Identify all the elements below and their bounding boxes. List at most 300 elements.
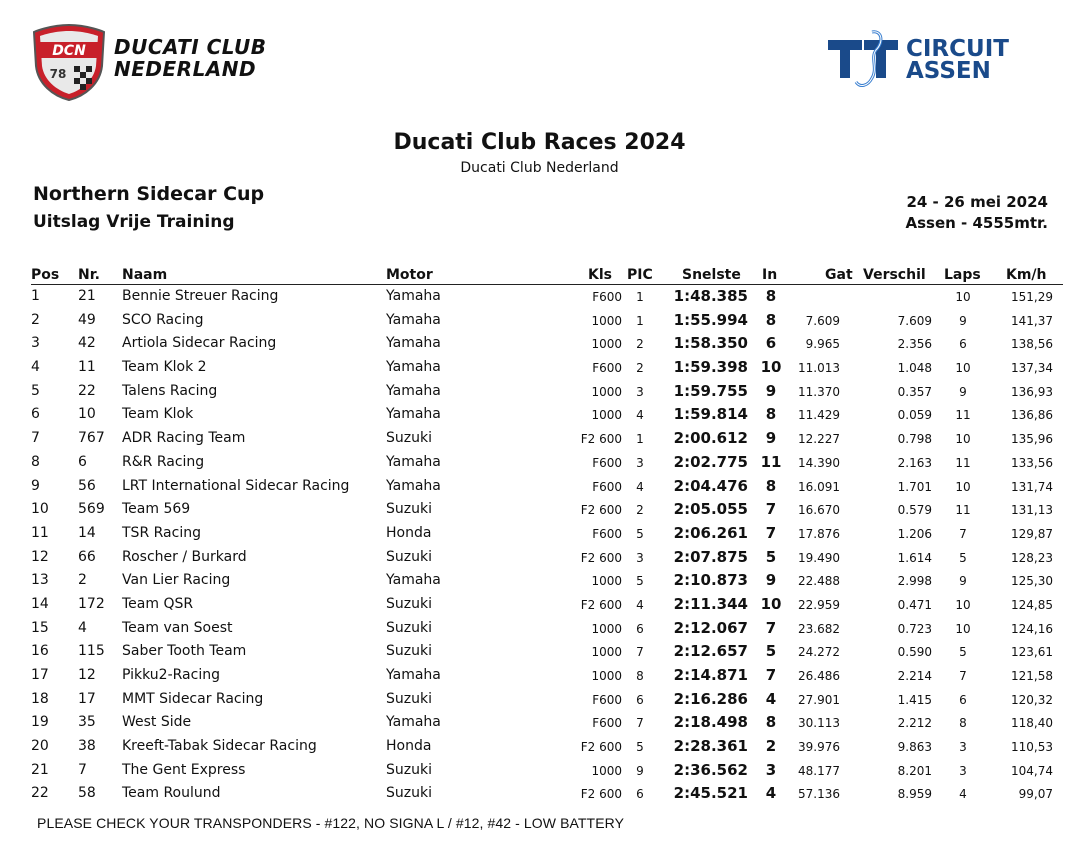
cell-gat: 27.901 — [798, 692, 840, 707]
table-row — [0, 522, 1079, 546]
cell-kls: 1000 — [591, 574, 622, 589]
cell-snelste: 1:55.994 — [673, 310, 748, 329]
cell-naam: Van Lier Racing — [122, 572, 231, 589]
cell-naam: SCO Racing — [122, 311, 204, 328]
cell-nr: 66 — [78, 548, 96, 565]
cell-snelste: 1:59.814 — [673, 405, 748, 424]
cell-pic: 2 — [636, 361, 644, 376]
page-title: Ducati Club Races 2024 — [393, 130, 686, 155]
page-subtitle: Ducati Club Nederland — [460, 160, 619, 176]
cell-pos: 6 — [31, 406, 40, 423]
table-row — [0, 664, 1079, 688]
cell-laps: 3 — [959, 740, 967, 755]
cell-kmh: 123,61 — [1011, 645, 1053, 660]
cell-kmh: 151,29 — [1011, 290, 1053, 304]
table-row — [0, 569, 1079, 593]
cell-motor: Suzuki — [386, 785, 432, 802]
cell-gat: 16.091 — [798, 479, 840, 494]
cell-pic: 7 — [636, 645, 644, 660]
cell-kls: 1000 — [591, 313, 622, 328]
cell-nr: 35 — [78, 714, 96, 731]
cell-verschil: 0.723 — [897, 621, 932, 636]
cell-gat: 19.490 — [798, 550, 840, 565]
cell-kls: 1000 — [591, 621, 622, 636]
cell-in: 8 — [765, 405, 777, 424]
cell-pos: 16 — [31, 643, 49, 660]
cell-nr: 17 — [78, 690, 96, 707]
cell-verschil: 0.590 — [897, 645, 932, 660]
cell-nr: 56 — [78, 477, 96, 494]
cell-naam: TSR Racing — [122, 524, 201, 541]
cell-nr: 11 — [78, 359, 96, 376]
cell-motor: Honda — [386, 738, 432, 755]
cell-in: 7 — [765, 618, 777, 637]
cell-motor: Yamaha — [386, 572, 441, 589]
dcn-badge-number: 78 — [49, 67, 67, 81]
cell-naam: Team 569 — [122, 501, 191, 518]
cell-in: 8 — [765, 287, 777, 305]
cell-pos: 13 — [31, 572, 49, 589]
dcn-badge-text: DCN — [52, 43, 86, 59]
cell-naam: LRT International Sidecar Racing — [122, 477, 350, 494]
dcn-logo-text — [114, 36, 266, 80]
cell-kmh: 138,56 — [1011, 337, 1053, 352]
table-row — [0, 640, 1079, 664]
cell-kls: 1000 — [591, 763, 622, 778]
cell-kmh: 135,96 — [1011, 432, 1053, 447]
cell-pic: 3 — [636, 455, 644, 470]
cell-verschil: 2.212 — [897, 716, 932, 731]
cell-gat: 22.488 — [798, 574, 840, 589]
cell-kls: F600 — [592, 361, 622, 376]
cell-motor: Yamaha — [386, 477, 441, 494]
cell-in: 7 — [765, 666, 777, 684]
table-row — [0, 735, 1079, 759]
cell-pos: 11 — [31, 524, 49, 541]
cell-naam: Team van Soest — [122, 619, 233, 636]
col-header-verschil: Verschil — [863, 267, 926, 283]
cell-in: 9 — [765, 381, 777, 400]
cell-pic: 4 — [636, 597, 644, 612]
cell-nr: 49 — [78, 311, 96, 328]
cell-gat: 39.976 — [798, 740, 840, 755]
cell-verschil: 1.206 — [897, 526, 932, 541]
cell-in: 5 — [765, 642, 777, 661]
cell-kmh: 136,93 — [1011, 384, 1053, 399]
cell-snelste: 2:06.261 — [673, 523, 748, 542]
cell-snelste: 2:14.871 — [673, 666, 748, 684]
cell-kls: F600 — [592, 692, 622, 707]
cell-pos: 12 — [31, 548, 49, 565]
event-venue: Assen - 4555mtr. — [905, 214, 1048, 232]
cell-nr: 767 — [78, 430, 105, 447]
cell-pos: 3 — [31, 335, 40, 352]
cell-kmh: 121,58 — [1011, 669, 1053, 683]
cell-gat: 14.390 — [798, 455, 840, 470]
cell-kls: F2 600 — [580, 787, 622, 802]
cell-motor: Honda — [386, 524, 432, 541]
cell-kls: F600 — [592, 526, 622, 541]
cell-motor: Suzuki — [386, 595, 432, 612]
cell-pos: 17 — [31, 667, 49, 683]
cell-snelste: 2:10.873 — [673, 571, 748, 590]
cell-pos: 10 — [31, 501, 49, 518]
cell-kmh: 99,07 — [1018, 787, 1053, 802]
col-header-kmh: Km/h — [1006, 267, 1047, 283]
cell-naam: ADR Racing Team — [122, 430, 246, 447]
col-header-in: In — [762, 267, 778, 283]
cell-nr: 2 — [78, 572, 87, 589]
cell-kls: F2 600 — [580, 740, 622, 755]
cell-snelste: 1:59.398 — [673, 358, 748, 377]
cell-pic: 3 — [636, 384, 644, 399]
cell-gat: 30.113 — [798, 716, 840, 731]
cell-naam: Team QSR — [122, 595, 194, 612]
cell-pos: 2 — [31, 311, 40, 328]
table-row — [0, 546, 1079, 570]
cell-kmh: 110,53 — [1011, 740, 1053, 755]
cell-in: 10 — [760, 594, 782, 613]
cell-motor: Suzuki — [386, 619, 432, 636]
cell-gat: 11.370 — [798, 384, 840, 399]
cell-nr: 10 — [78, 406, 96, 423]
cell-snelste: 2:45.521 — [673, 784, 748, 803]
cell-pos: 14 — [31, 595, 49, 612]
cell-laps: 10 — [955, 432, 971, 447]
cell-laps: 10 — [955, 290, 971, 304]
tt-circuit-assen-logo — [826, 28, 1036, 94]
cell-gat: 9.965 — [805, 337, 840, 352]
cup-name: Northern Sidecar Cup — [33, 183, 265, 205]
cell-verschil: 0.059 — [897, 408, 932, 423]
table-row — [0, 688, 1079, 712]
cell-nr: 58 — [78, 785, 96, 802]
cell-kmh: 128,23 — [1011, 550, 1053, 565]
cell-in: 7 — [765, 500, 777, 519]
cell-laps: 7 — [959, 669, 967, 683]
cell-pic: 7 — [636, 716, 644, 731]
cell-in: 6 — [765, 334, 777, 353]
cell-laps: 10 — [955, 621, 971, 636]
cell-nr: 4 — [78, 619, 87, 636]
cell-naam: Bennie Streuer Racing — [122, 288, 279, 304]
cell-kls: 1000 — [591, 384, 622, 399]
cell-verschil: 1.415 — [897, 692, 932, 707]
cell-motor: Suzuki — [386, 501, 432, 518]
cell-pic: 4 — [636, 408, 644, 423]
cell-snelste: 1:48.385 — [673, 287, 748, 305]
table-row — [0, 782, 1079, 806]
cell-snelste: 1:59.755 — [673, 381, 748, 400]
cell-laps: 5 — [959, 645, 967, 660]
cell-kmh: 129,87 — [1011, 526, 1053, 541]
cell-pic: 5 — [636, 574, 644, 589]
cell-nr: 12 — [78, 667, 96, 683]
cell-verschil: 2.356 — [897, 337, 932, 352]
cell-kmh: 118,40 — [1011, 716, 1053, 731]
cell-naam: Pikku2-Racing — [122, 667, 220, 683]
cell-in: 3 — [765, 760, 777, 779]
cell-motor: Yamaha — [386, 667, 441, 683]
cell-naam: Artiola Sidecar Racing — [122, 335, 277, 352]
cell-verschil: 0.579 — [897, 503, 932, 518]
cell-laps: 6 — [959, 337, 967, 352]
tt-logo-line1: CIRCUIT — [906, 36, 1009, 62]
cell-motor: Suzuki — [386, 643, 432, 660]
session-name: Uitslag Vrije Training — [33, 212, 235, 232]
cell-laps: 4 — [959, 787, 967, 802]
cell-pic: 5 — [636, 526, 644, 541]
cell-nr: 14 — [78, 524, 96, 541]
table-row — [0, 380, 1079, 404]
col-header-kls: Kls — [588, 267, 612, 283]
cell-gat: 16.670 — [798, 503, 840, 518]
cell-in: 7 — [765, 523, 777, 542]
cell-pos: 7 — [31, 430, 40, 447]
cell-in: 5 — [765, 547, 777, 566]
cell-naam: Team Roulund — [122, 785, 221, 802]
cell-kls: F600 — [592, 290, 622, 304]
cell-laps: 11 — [955, 408, 971, 423]
cell-laps: 5 — [959, 550, 967, 565]
cell-laps: 9 — [959, 574, 967, 589]
table-row — [0, 617, 1079, 641]
cell-kls: F600 — [592, 716, 622, 731]
cell-in: 11 — [760, 452, 782, 471]
cell-laps: 11 — [955, 503, 971, 518]
cell-pic: 6 — [636, 692, 644, 707]
table-row — [0, 475, 1079, 499]
cell-laps: 3 — [959, 763, 967, 778]
col-header-motor: Motor — [386, 267, 433, 283]
cell-pos: 1 — [31, 288, 40, 304]
cell-motor: Yamaha — [386, 288, 441, 304]
cell-kmh: 133,56 — [1011, 455, 1053, 470]
cell-kls: 1000 — [591, 408, 622, 423]
cell-in: 9 — [765, 571, 777, 590]
cell-pos: 4 — [31, 359, 40, 376]
cell-kmh: 104,74 — [1011, 763, 1053, 778]
cell-laps: 10 — [955, 361, 971, 376]
cell-motor: Yamaha — [386, 311, 441, 328]
table-row — [0, 332, 1079, 356]
cell-pic: 3 — [636, 550, 644, 565]
cell-snelste: 1:58.350 — [673, 334, 748, 353]
cell-pic: 1 — [636, 432, 644, 447]
cell-verschil: 0.471 — [897, 597, 932, 612]
cell-in: 8 — [765, 713, 777, 732]
cell-naam: The Gent Express — [122, 761, 246, 778]
table-row — [0, 285, 1079, 309]
cell-verschil: 9.863 — [897, 740, 932, 755]
cell-verschil: 2.214 — [897, 669, 932, 683]
cell-kmh: 125,30 — [1011, 574, 1053, 589]
cell-verschil: 1.701 — [897, 479, 932, 494]
cell-motor: Suzuki — [386, 548, 432, 565]
cell-snelste: 2:28.361 — [673, 737, 748, 756]
table-row — [0, 427, 1079, 451]
cell-laps: 6 — [959, 692, 967, 707]
cell-nr: 6 — [78, 453, 87, 470]
table-row — [0, 711, 1079, 735]
cell-snelste: 2:04.476 — [673, 476, 748, 495]
cell-snelste: 2:36.562 — [673, 760, 748, 779]
dcn-logo-line2: NEDERLAND — [114, 57, 257, 81]
cell-pic: 1 — [636, 290, 644, 304]
cell-snelste: 2:16.286 — [673, 689, 748, 708]
cell-motor: Suzuki — [386, 430, 432, 447]
cell-naam: MMT Sidecar Racing — [122, 690, 264, 707]
cell-gat: 26.486 — [798, 669, 840, 683]
cell-in: 2 — [765, 737, 777, 756]
cell-in: 4 — [765, 689, 777, 708]
cell-kls: 1000 — [591, 669, 622, 683]
cell-gat: 22.959 — [798, 597, 840, 612]
cell-pic: 9 — [636, 763, 644, 778]
cell-kls: F2 600 — [580, 503, 622, 518]
cell-kmh: 120,32 — [1011, 692, 1053, 707]
cell-pic: 4 — [636, 479, 644, 494]
cell-kmh: 124,85 — [1011, 597, 1053, 612]
cell-verschil: 0.357 — [897, 384, 932, 399]
cell-pic: 1 — [636, 313, 644, 328]
cell-kls: F600 — [592, 455, 622, 470]
cell-naam: Team Klok 2 — [122, 359, 207, 376]
cell-naam: R&R Racing — [122, 453, 205, 470]
cell-pic: 8 — [636, 669, 644, 683]
col-header-naam: Naam — [122, 267, 168, 283]
cell-verschil: 8.201 — [897, 763, 932, 778]
cell-motor: Yamaha — [386, 335, 441, 352]
cell-kmh: 137,34 — [1011, 361, 1053, 376]
cell-pos: 15 — [31, 619, 49, 636]
cell-in: 8 — [765, 310, 777, 329]
cell-pic: 2 — [636, 503, 644, 518]
cell-motor: Yamaha — [386, 382, 441, 399]
table-row — [0, 309, 1079, 333]
cell-in: 8 — [765, 476, 777, 495]
cell-pic: 5 — [636, 740, 644, 755]
col-header-gat: Gat — [825, 267, 853, 283]
cell-gat: 11.013 — [798, 361, 840, 376]
cell-kmh: 124,16 — [1011, 621, 1053, 636]
col-header-snelste: Snelste — [682, 267, 741, 283]
table-row — [0, 498, 1079, 522]
dcn-logo-line1: DUCATI CLUB — [114, 35, 267, 59]
cell-gat: 17.876 — [798, 526, 840, 541]
cell-pos: 19 — [31, 714, 49, 731]
cell-naam: Roscher / Burkard — [122, 548, 247, 565]
cell-laps: 11 — [955, 455, 971, 470]
cell-snelste: 2:12.657 — [673, 642, 748, 661]
cell-motor: Yamaha — [386, 714, 441, 731]
cell-naam: Team Klok — [122, 406, 194, 423]
cell-snelste: 2:05.055 — [673, 500, 748, 519]
cell-snelste: 2:12.067 — [673, 618, 748, 637]
cell-snelste: 2:18.498 — [673, 713, 748, 732]
cell-naam: Saber Tooth Team — [122, 643, 247, 660]
cell-kls: 1000 — [591, 645, 622, 660]
cell-nr: 172 — [78, 595, 105, 612]
cell-nr: 115 — [78, 643, 105, 660]
cell-pic: 2 — [636, 337, 644, 352]
table-row — [0, 593, 1079, 617]
cell-kls: F2 600 — [580, 597, 622, 612]
cell-pic: 6 — [636, 621, 644, 636]
cell-pos: 21 — [31, 761, 49, 778]
cell-naam: Kreeft-Tabak Sidecar Racing — [122, 738, 317, 755]
cell-laps: 7 — [959, 526, 967, 541]
cell-motor: Suzuki — [386, 761, 432, 778]
cell-in: 4 — [765, 784, 777, 803]
cell-motor: Yamaha — [386, 359, 441, 376]
cell-gat: 57.136 — [798, 787, 840, 802]
cell-gat: 48.177 — [798, 763, 840, 778]
cell-pos: 9 — [31, 477, 40, 494]
table-row — [0, 403, 1079, 427]
cell-snelste: 2:02.775 — [673, 452, 748, 471]
ducati-club-logo — [30, 22, 280, 102]
cell-laps: 10 — [955, 597, 971, 612]
cell-kls: F2 600 — [580, 432, 622, 447]
cell-nr: 38 — [78, 738, 96, 755]
cell-nr: 569 — [78, 501, 105, 518]
table-row — [0, 356, 1079, 380]
tt-logo-text — [906, 38, 1009, 82]
cell-pos: 22 — [31, 785, 49, 802]
cell-gat: 7.609 — [805, 313, 840, 328]
cell-laps: 10 — [955, 479, 971, 494]
cell-snelste: 2:11.344 — [673, 594, 748, 613]
cell-pos: 8 — [31, 453, 40, 470]
cell-pos: 18 — [31, 690, 49, 707]
cell-in: 9 — [765, 429, 777, 448]
cell-gat: 23.682 — [798, 621, 840, 636]
cell-nr: 21 — [78, 288, 96, 304]
cell-laps: 8 — [959, 716, 967, 731]
cell-kmh: 131,74 — [1011, 479, 1053, 494]
cell-pos: 5 — [31, 382, 40, 399]
cell-gat: 24.272 — [798, 645, 840, 660]
table-row — [0, 759, 1079, 783]
cell-motor: Suzuki — [386, 690, 432, 707]
cell-verschil: 0.798 — [897, 432, 932, 447]
transponder-notice: PLEASE CHECK YOUR TRANSPONDERS - #122, NO SIGNA L / #12, #42 - LOW BATTERY — [37, 815, 625, 831]
event-dates: 24 - 26 mei 2024 — [906, 193, 1048, 211]
cell-snelste: 2:00.612 — [673, 429, 748, 448]
cell-motor: Yamaha — [386, 406, 441, 423]
cell-nr: 42 — [78, 335, 96, 352]
cell-gat: 11.429 — [798, 408, 840, 423]
cell-kmh: 136,86 — [1011, 408, 1053, 423]
results-table-body — [0, 285, 1079, 806]
col-header-laps: Laps — [944, 267, 981, 283]
cell-gat: 12.227 — [798, 432, 840, 447]
table-row — [0, 451, 1079, 475]
cell-nr: 22 — [78, 382, 96, 399]
col-header-nr: Nr. — [78, 267, 100, 283]
cell-kmh: 131,13 — [1011, 503, 1053, 518]
cell-motor: Yamaha — [386, 453, 441, 470]
cell-verschil: 2.163 — [897, 455, 932, 470]
cell-verschil: 1.614 — [897, 550, 932, 565]
cell-kls: F600 — [592, 479, 622, 494]
cell-naam: West Side — [122, 714, 192, 731]
cell-verschil: 7.609 — [897, 313, 932, 328]
cell-pic: 6 — [636, 787, 644, 802]
tt-logo-line2: ASSEN — [906, 58, 991, 84]
cell-kmh: 141,37 — [1011, 313, 1053, 328]
